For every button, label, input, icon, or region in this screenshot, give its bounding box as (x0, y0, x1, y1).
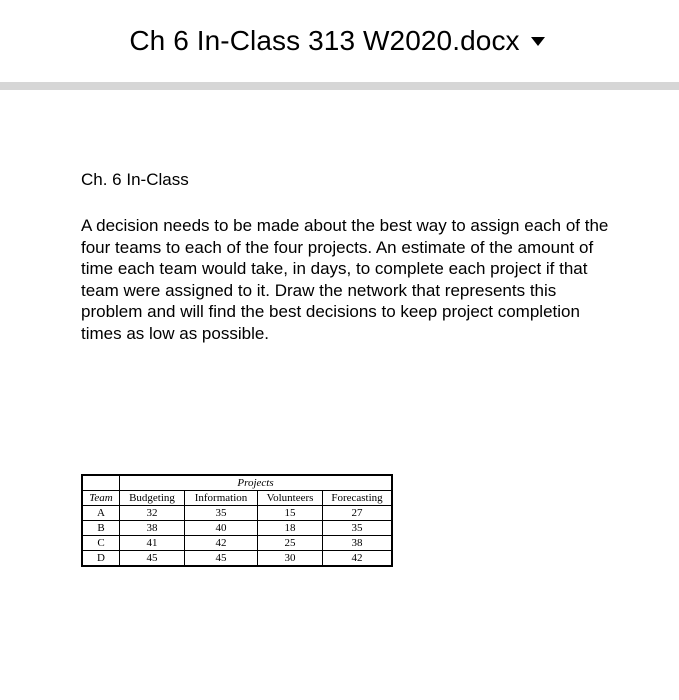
table-cell: 40 (185, 521, 258, 536)
table-cell: 35 (185, 506, 258, 521)
team-cell: D (82, 551, 120, 567)
table-cell: 38 (120, 521, 185, 536)
column-header-forecasting: Forecasting (323, 491, 393, 506)
table-cell: 25 (258, 536, 323, 551)
column-header-information: Information (185, 491, 258, 506)
team-cell: C (82, 536, 120, 551)
table-cell: 45 (185, 551, 258, 567)
team-cell: B (82, 521, 120, 536)
column-header-volunteers: Volunteers (258, 491, 323, 506)
table-corner-cell (82, 475, 120, 491)
document-heading: Ch. 6 In-Class (81, 170, 189, 189)
table-row (82, 521, 392, 536)
table-cell: 15 (258, 506, 323, 521)
projects-table-wrap (81, 474, 393, 567)
team-cell: A (82, 506, 120, 521)
document-title-menu[interactable] (129, 25, 545, 57)
table-row (82, 506, 392, 521)
table-group-header-row (82, 475, 392, 491)
team-column-header: Team (82, 491, 120, 506)
table-cell: 30 (258, 551, 323, 567)
projects-table (81, 474, 393, 567)
projects-group-header: Projects (120, 475, 393, 491)
table-cell: 41 (120, 536, 185, 551)
table-cell: 42 (323, 551, 393, 567)
column-header-budgeting: Budgeting (120, 491, 185, 506)
table-cell: 38 (323, 536, 393, 551)
table-cell: 32 (120, 506, 185, 521)
document-paragraph: A decision needs to be made about the best way to assign each of the four teams to each of the four projects. An estimate of the amount of time each team would take, in days, to complete each project if that team were assigned to it. Draw the network that represents this problem and will find the best decisions to keep project completion times as low as possible. (81, 216, 609, 343)
title-bar (0, 0, 679, 82)
header-divider (0, 82, 679, 90)
table-row (82, 551, 392, 567)
table-cell: 27 (323, 506, 393, 521)
table-row (82, 536, 392, 551)
table-cell: 42 (185, 536, 258, 551)
table-cell: 18 (258, 521, 323, 536)
table-cell: 45 (120, 551, 185, 567)
document-title[interactable]: Ch 6 In-Class 313 W2020.docx (129, 25, 520, 56)
caret-down-icon[interactable] (530, 35, 546, 47)
table-header-row (82, 491, 392, 506)
table-cell: 35 (323, 521, 393, 536)
